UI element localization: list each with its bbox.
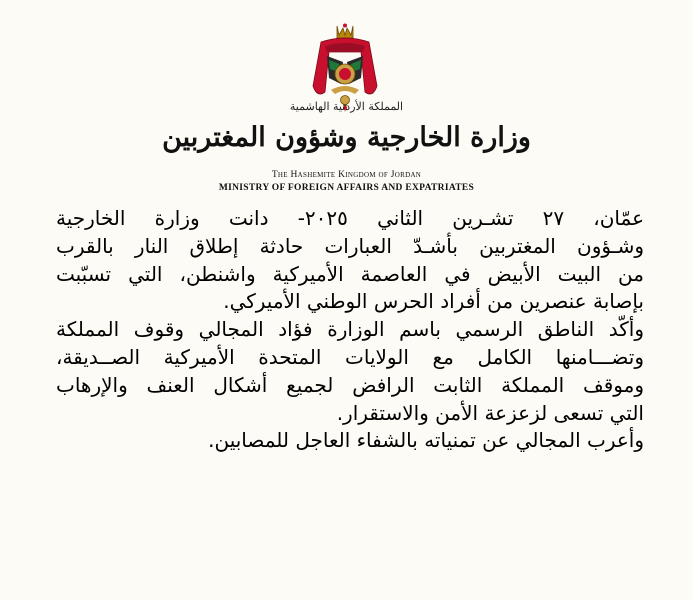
ministry-name-english: MINISTRY OF FOREIGN AFFAIRS AND EXPATRIATES (218, 183, 475, 193)
kingdom-name-arabic: المملكة الأردنية الهاشمية (289, 100, 404, 113)
statement-line: وموقف المملكة الثابت الرافض لجميع أشكال العنف والإرهاب (56, 372, 644, 397)
statement-line: بإصابة عنصرين من أفراد الحرس الوطني الأميركي. (223, 289, 644, 314)
statement-line: عمّان، ٢٧ تشـرين الثاني ٢٠٢٥- دانت وزارة الخارجية (56, 206, 645, 230)
statement-line: من البيت الأبيض في العاصمة الأميركية واشنطن، التي تسبّبت (56, 261, 644, 286)
statement-body (56, 205, 644, 455)
statement-line: وأعرب المجالي عن تمنياته بالشفاء العاجل للمصابين. (208, 428, 644, 453)
statement-line: وشـؤون المغتربين بأشـدّ العبارات حادثة إطلاق النار بالقرب (56, 233, 644, 258)
statement-line: التي تسعى لزعزعة الأمن والاستقرار. (336, 400, 644, 425)
statement-line: وتضـــامنها الكامل مع الولايات المتحدة الأميركية الصــديقة، (56, 344, 644, 369)
statement-line: وأكّد الناطق الرسمي باسم الوزارة فؤاد المجالي وقوف المملكة (56, 317, 644, 342)
kingdom-name-english: The Hashemite Kingdom of Jordan (271, 170, 422, 180)
ministry-name-arabic: وزارة الخارجية وشؤون المغتربين (162, 122, 531, 153)
